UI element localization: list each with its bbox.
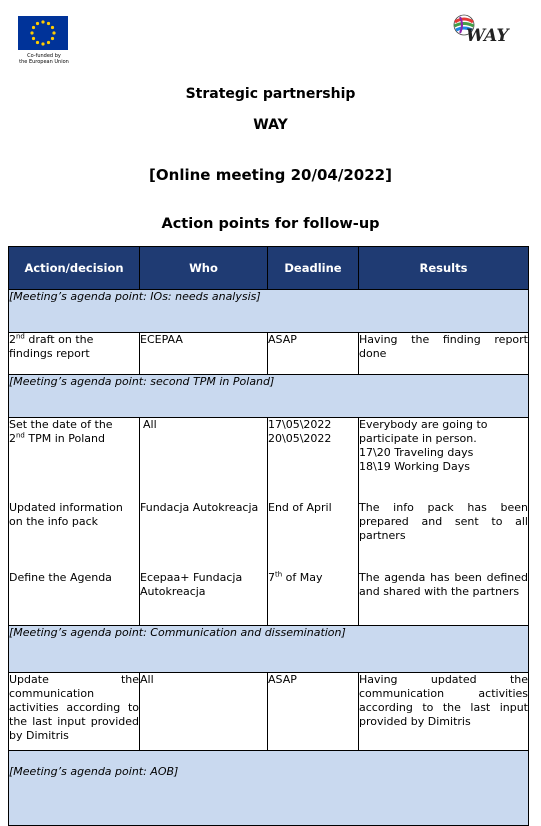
results-text: 18\19 Working Days: [359, 460, 471, 473]
who-cell: [140, 418, 268, 626]
action-cell: Update the communication activities according to the last input provided by Dimitris: [9, 673, 140, 751]
way-logo-text: WAY: [466, 26, 509, 46]
deadline-rest: of May: [282, 571, 323, 584]
action-sup: nd: [16, 332, 25, 341]
action-text: Set the date of the: [9, 418, 113, 431]
results-text: The agenda has been defined and shared with the partners: [359, 571, 528, 598]
section-title: Action points for follow-up: [161, 216, 380, 232]
action-text-rest: draft on the findings report: [9, 333, 94, 360]
agenda-row: [9, 375, 529, 418]
partnership-title: Strategic partnership: [185, 86, 356, 102]
action-cell: [9, 418, 140, 626]
agenda-point: [Meeting’s agenda point: Communication and dissemination]: [9, 626, 529, 673]
deadline-cell: [268, 418, 359, 626]
header-results: Results: [359, 247, 529, 290]
deadline-text: 20\05\2022: [268, 432, 332, 445]
action-sup: nd: [16, 431, 25, 440]
results-cell: Having updated the communication activities according to the last input provided by Dimitris: [359, 673, 529, 751]
action-text: Updated information on the info pack: [9, 501, 123, 528]
agenda-row: [9, 290, 529, 333]
deadline-text: End of April: [268, 501, 332, 514]
eu-cofunded-logo: [16, 16, 72, 65]
agenda-point: [Meeting’s agenda point: second TPM in Poland]: [9, 375, 529, 418]
action-text-c: TPM in Poland: [24, 432, 105, 445]
agenda-point: [Meeting’s agenda point: AOB]: [9, 751, 529, 826]
table-row: [9, 418, 529, 626]
results-text: Everybody are going to participate in person.: [359, 418, 488, 445]
action-text: Define the Agenda: [9, 571, 112, 584]
way-logo: [452, 14, 509, 52]
deadline-cell: ASAP: [268, 333, 359, 375]
meeting-title: [Online meeting 20/04/2022]: [149, 166, 392, 184]
action-cell: [9, 333, 140, 375]
agenda-point: [Meeting’s agenda point: IOs: needs analysis]: [9, 290, 529, 333]
header-action: Action/decision: [9, 247, 140, 290]
eu-caption-line1: Co-funded by: [27, 53, 61, 59]
eu-flag-icon: [18, 16, 68, 50]
deadline-text: 17\05\2022: [268, 418, 332, 431]
results-cell: Having the finding report done: [359, 333, 529, 375]
who-cell: All: [140, 673, 268, 751]
results-text: The info pack has been prepared and sent to all partners: [359, 501, 528, 542]
results-text: 17\20 Traveling days: [359, 446, 474, 459]
agenda-row: [9, 626, 529, 673]
table-header-row: [9, 247, 529, 290]
header-deadline: Deadline: [268, 247, 359, 290]
eu-caption-line2: the European Union: [19, 59, 69, 65]
action-text: 2: [9, 333, 16, 346]
deadline-sup: th: [275, 570, 283, 579]
who-text: All: [143, 418, 157, 431]
table-row: [9, 673, 529, 751]
who-text: Ecepaa+ Fundacja Autokreacja: [140, 571, 243, 598]
header-who: Who: [140, 247, 268, 290]
agenda-row: [9, 751, 529, 826]
eu-caption: [16, 53, 72, 65]
action-points-table: [8, 246, 529, 826]
deadline-cell: ASAP: [268, 673, 359, 751]
project-name: WAY: [253, 117, 288, 133]
who-cell: ECEPAA: [140, 333, 268, 375]
results-cell: [359, 418, 529, 626]
deadline-text: [268, 571, 358, 585]
who-text: Fundacja Autokreacja: [140, 501, 259, 514]
table-row: [9, 333, 529, 375]
deadline-num: 7: [268, 571, 275, 584]
action-text-b: 2: [9, 432, 16, 445]
